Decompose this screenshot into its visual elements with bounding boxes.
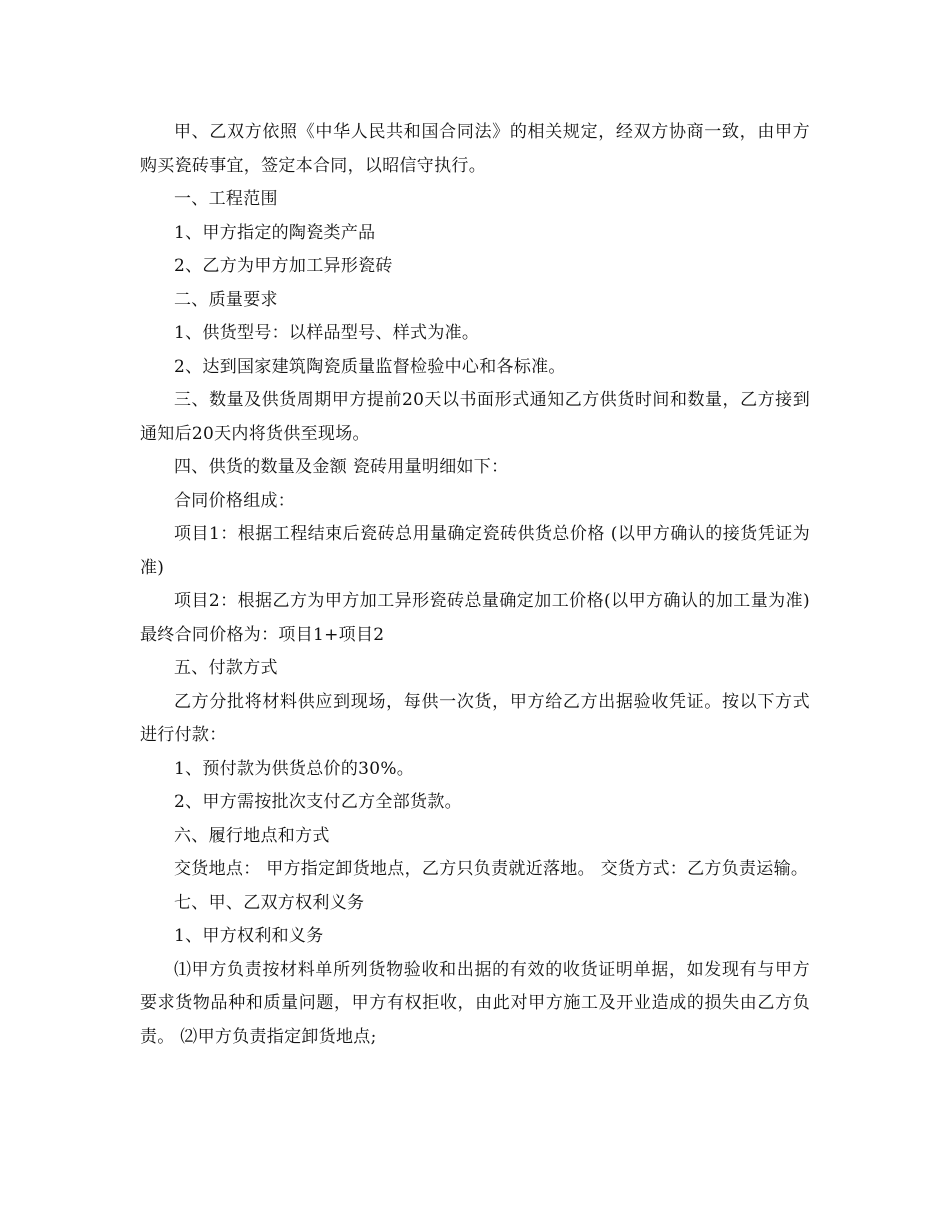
quality-item-2: 2、达到国家建筑陶瓷质量监督检验中心和各标准。 [174,356,566,377]
section-heading-delivery: 六、履行地点和方式 [174,825,330,846]
party-a-rights-detail: ⑴甲方负责按材料单所列货物验收和出据的有效的收货证明单据，如发现有与甲方要求货物品种和质量问题，甲方有权拒收，由此对甲方施工及开业造成的损失由乙方负责。 ⑵甲方负责指定卸货地点; [140,959,810,1047]
section-heading-amount: 四、供货的数量及金额 瓷砖用量明细如下： [174,457,509,477]
section-heading-rights: 七、甲、乙双方权利义务 [174,892,365,913]
quality-item-1: 1、供货型号：以样品型号、样式为准。 [174,323,480,343]
section-heading-quality: 二、质量要求 [174,289,278,310]
price-item-2: 项目2：根据乙方为甲方加工异形瓷砖总量确定加工价格(以甲方确认的加工量为准)最终合同价格为：项目1+项目2 [140,591,810,645]
intro-paragraph: 甲、乙双方依照《中华人民共和国合同法》的相关规定，经双方协商一致，由甲方购买瓷砖事宜，签定本合同，以昭信守执行。 [140,122,810,176]
scope-item-1: 1、甲方指定的陶瓷类产品 [174,222,376,243]
payment-item-2: 2、甲方需按批次支付乙方全部货款。 [174,792,462,812]
price-composition: 合同价格组成： [174,490,296,511]
delivery-details: 交货地点： 甲方指定卸货地点，乙方只负责就近落地。 交货方式：乙方负责运输。 [174,859,809,879]
section-quantity-cycle: 三、数量及供货周期甲方提前20天以书面形式通知乙方供货时间和数量，乙方接到通知后20天内将货供至现场。 [140,390,810,444]
price-item-1: 项目1：根据工程结束后瓷砖总用量确定瓷砖供货总价格 (以甲方确认的接货凭证为准) [140,524,810,578]
scope-item-2: 2、乙方为甲方加工异形瓷砖 [174,256,393,276]
party-a-rights-heading: 1、甲方权利和义务 [174,926,324,946]
section-heading-scope: 一、工程范围 [174,189,278,209]
section-heading-payment: 五、付款方式 [174,658,278,678]
payment-description: 乙方分批将材料供应到现场，每供一次货，甲方给乙方出据验收凭证。按以下方式进行付款： [140,691,810,745]
contract-body [140,116,810,1054]
payment-item-1: 1、预付款为供货总价的30%。 [174,758,415,779]
